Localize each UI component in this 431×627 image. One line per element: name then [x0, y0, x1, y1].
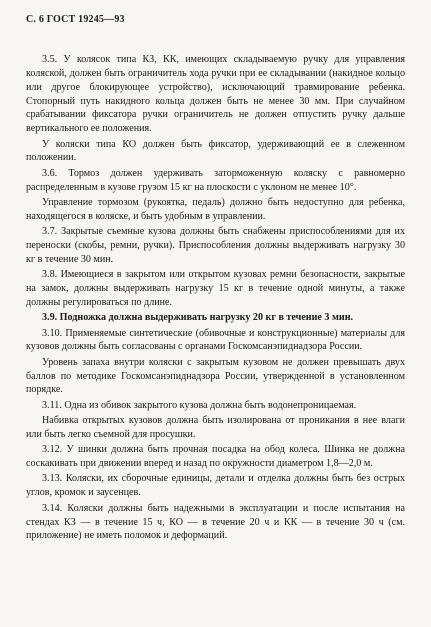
paragraph-3-8: 3.8. Имеющиеся в закрытом или открытом кузовах ремни безопасности, закрытые на замок, должны выдерживать нагрузку 15 кг в течение одной минуты, а также должны регулироваться по длине.: [26, 269, 405, 308]
paragraph-3-7: 3.7. Закрытые съемные кузова должны быть снабжены приспособлениями для их переноски (скобы, ремни, ручки). Приспособления должны выдерживать нагрузку 30 кг в течение 30 мин.: [26, 226, 405, 265]
paragraph-odor-level: Уровень запаха внутри коляски с закрытым кузовом не должен превышать двух баллов по методике Госкомсанэпиднадзора России, утвержденной в установленном порядке.: [26, 356, 405, 396]
paragraph-padding-moisture: Набивка открытых кузовов должна быть изолирована от проникания в нее влаги или быть легко съемной для просушки.: [26, 415, 405, 440]
paragraph-3-14: 3.14. Коляски должны быть надежными в эксплуатации и после испытания на стендах КЗ — в течение 15 ч, КО — в течение 20 ч и КК — в течение 30 ч (см. приложение) не иметь поломок и деформаций.: [26, 502, 405, 542]
paragraph-ko-fixator: У коляски типа КО должен быть фиксатор, удерживающий ее в слеженном положении.: [26, 138, 405, 164]
document-body: [26, 53, 405, 543]
paragraph-brake-control: Управление тормозом (рукоятка, педаль) должно быть недоступно для ребенка, находящегося в коляске, и быть удобным в управлении.: [26, 196, 405, 222]
page-header: С. 6 ГОСТ 19245—93: [26, 14, 125, 25]
paragraph-3-10: 3.10. Применяемые синтетические (обивочные и конструкционные) материалы для кузовов должны быть согласованы с органами Госкомсанэпиднадзора России.: [26, 327, 405, 353]
paragraph-3-6: 3.6. Тормоз должен удерживать заторможенную коляску с равномерно распределенным в кузове грузом 15 кг на плоскости с уклоном не менее 10°.: [26, 167, 405, 193]
paragraph-3-5: 3.5. У колясок типа КЗ, КК, имеющих складываемую ручку для управления коляской, должен быть ограничитель хода ручки при ее складывании (накидное кольцо или другое блокирующее устройство), исключающий травмирование ребенка. Стопорный путь накидного кольца должен быть не менее 30 мм. При случайном срабатывании фиксатора ручки ограничитель не должен отпустить ручку дальше вертикального ее положения.: [26, 54, 405, 135]
paragraph-3-11: 3.11. Одна из обивок закрытого кузова должна быть водонепроницаемая.: [42, 399, 357, 411]
paragraph-3-9: 3.9. Подножка должна выдерживать нагрузку 20 кг в течение 3 мин.: [42, 312, 354, 324]
paragraph-3-13: 3.13. Коляски, их сборочные единицы, детали и отделка должны быть без острых углов, кромок и заусенцев.: [26, 473, 405, 499]
paragraph-3-12: 3.12. У шинки должна быть прочная посадка на обод колеса. Шинка не должна соскакивать при движении вперед и назад по окружности диаметром 1,8—2,0 м.: [26, 444, 405, 470]
